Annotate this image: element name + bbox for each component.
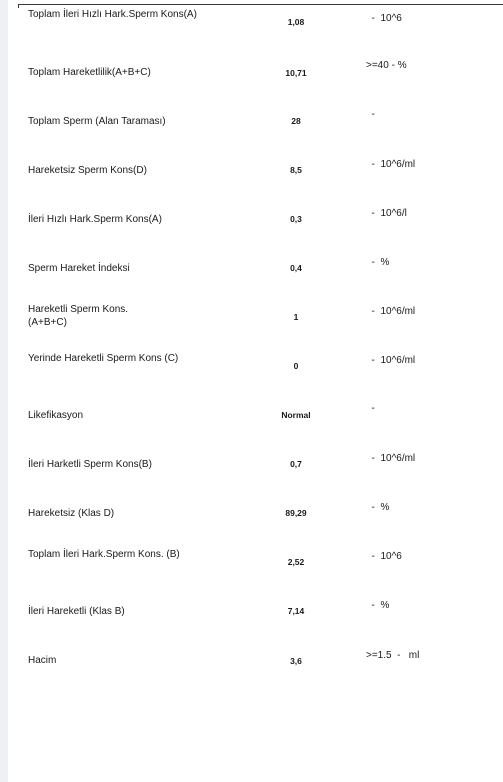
test-name: Hareketsiz Sperm Kons(D) xyxy=(28,165,147,176)
result-row-progressive-class-b xyxy=(0,602,503,642)
test-value: 3,6 xyxy=(290,656,302,666)
test-name: İleri Hızlı Hark.Sperm Kons(A) xyxy=(28,214,162,225)
reference-range: - % xyxy=(366,257,390,268)
test-name: Toplam İleri Hark.Sperm Kons. (B) xyxy=(28,549,180,560)
result-row-liquefaction xyxy=(0,403,503,446)
test-name: İleri Harketli Sperm Kons(B) xyxy=(28,459,152,470)
result-row-immotile-concentration xyxy=(0,161,503,201)
test-name: Hareketsiz (Klas D) xyxy=(28,508,115,519)
test-value: 0 xyxy=(293,361,299,371)
test-value: 0,7 xyxy=(290,459,302,469)
result-row-volume xyxy=(0,650,503,693)
test-name: Toplam Sperm (Alan Taraması) xyxy=(28,116,166,127)
test-value: 8,5 xyxy=(290,165,302,175)
result-row-total-motility xyxy=(0,60,503,103)
table-top-border xyxy=(18,4,503,5)
result-row-total-progressive-a xyxy=(0,8,503,48)
reference-range: - xyxy=(366,403,375,414)
test-value: 89,29 xyxy=(285,508,307,518)
test-value: 7,14 xyxy=(287,606,305,616)
test-value: 10,71 xyxy=(285,68,307,78)
reference-range: - 10^6/ml xyxy=(366,453,416,464)
result-row-progressive-b xyxy=(0,455,503,495)
test-value: 0,3 xyxy=(290,214,302,224)
reference-range: - 10^6/l xyxy=(366,208,407,219)
reference-range: >=40 - % xyxy=(366,60,407,71)
reference-range: - 10^6/ml xyxy=(366,306,416,317)
test-value: 1,08 xyxy=(287,17,305,27)
reference-range: - 10^6/ml xyxy=(366,355,416,366)
reference-range: - 10^6/ml xyxy=(366,159,416,170)
reference-range: >=1.5 - ml xyxy=(366,650,420,661)
test-value: 28 xyxy=(291,116,301,126)
test-name: Yerinde Hareketli Sperm Kons (C) xyxy=(28,353,179,364)
result-row-motile-concentration xyxy=(0,303,503,343)
result-row-immotile-class-d xyxy=(0,504,503,544)
reference-range: - xyxy=(366,109,375,120)
test-name: Likefikasyon xyxy=(28,410,84,421)
test-name: İleri Hareketli (Klas B) xyxy=(28,606,125,617)
result-row-motility-index xyxy=(0,259,503,299)
result-row-non-progressive-c xyxy=(0,352,503,392)
test-name: Sperm Hareket İndeksi xyxy=(28,263,130,274)
test-name: Toplam İleri Hızlı Hark.Sperm Kons(A) xyxy=(28,9,197,20)
test-value: 1 xyxy=(293,312,299,322)
result-row-total-progressive-b xyxy=(0,548,503,588)
test-value: Normal xyxy=(281,410,311,420)
test-name: Hareketli Sperm Kons. (A+B+C) xyxy=(28,304,129,328)
reference-range: - 10^6 xyxy=(366,13,402,24)
result-row-total-sperm xyxy=(0,109,503,152)
result-row-progressive-a xyxy=(0,210,503,250)
test-value: 2,52 xyxy=(287,557,305,567)
reference-range: - % xyxy=(366,502,390,513)
test-name: Toplam Hareketlilik(A+B+C) xyxy=(28,67,151,78)
reference-range: - % xyxy=(366,600,390,611)
reference-range: - 10^6 xyxy=(366,551,402,562)
test-value: 0,4 xyxy=(290,263,302,273)
test-name: Hacim xyxy=(28,655,57,666)
